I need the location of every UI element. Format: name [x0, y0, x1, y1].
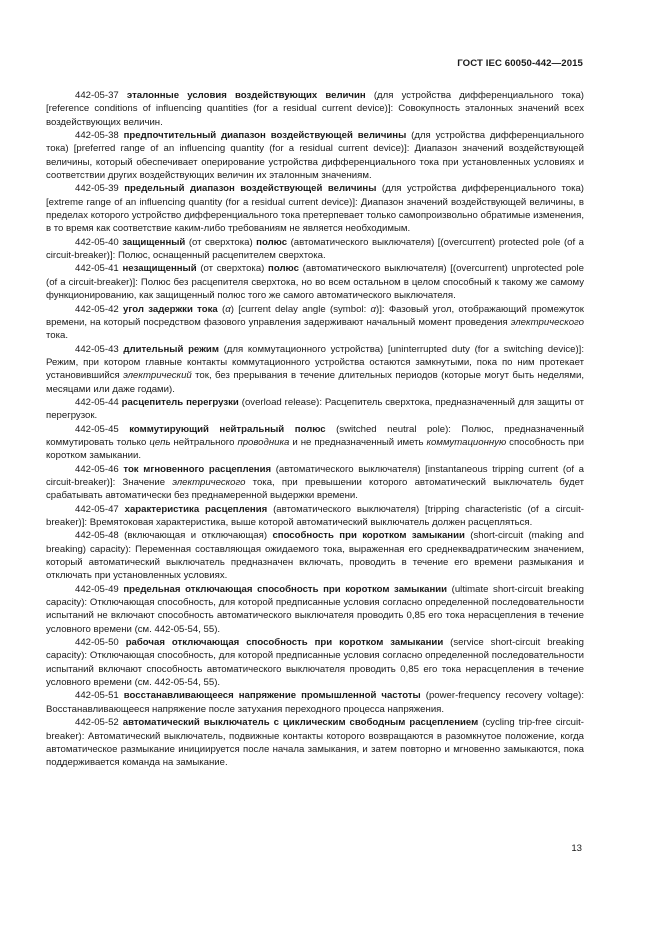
term-text: )]: Фазовый угол, отображающий промежуток времени, на который посредством фазового управления задерживают начальный момент проведения	[46, 303, 584, 328]
term-number: 442-05-50	[75, 637, 126, 649]
term-text: (включающая и отключающая)	[124, 530, 273, 542]
term-text: (автоматического выключателя) [tripping characteristic (of a circuit-breaker)]: Времятоковая характеристика, выше которой автоматический выключатель должен расцепляться.	[46, 503, 585, 528]
term-name: коммутирующий нейтральный полюс	[129, 423, 326, 435]
term-name: способность при коротком замыкании	[272, 530, 465, 542]
term-entry	[46, 529, 584, 582]
term-text: (для устройства дифференциального тока) [extreme range of an influencing quantity (for a residual current device)]: Диапазон значений воздействующей величины, в пределах которого устройство дифференциального тока претерпевает только самопроизвольно обратимые изменения, в то время как соответствие каким-либо требованиям не является необходимым.	[46, 183, 585, 235]
term-name: восстанавливающееся напряжение промышленной частоты	[123, 690, 421, 702]
term-name: характеристика расцепления	[124, 503, 268, 515]
term-number: 442-05-42	[75, 303, 124, 315]
term-number: 442-05-43	[75, 343, 124, 355]
page-number: 13	[571, 843, 582, 854]
term-name: рабочая отключающая способность при коротком замыкании	[125, 637, 444, 649]
term-number: 442-05-47	[75, 503, 125, 515]
term-entry	[46, 236, 584, 263]
term-number: 442-05-45	[75, 423, 130, 435]
term-reference: электрический	[123, 370, 192, 382]
term-text: (автоматического выключателя) [instantaneous tripping current (of a circuit-breaker)]: Значение	[46, 463, 584, 488]
term-reference: коммутационную	[426, 436, 507, 448]
term-number: 442-05-51	[75, 690, 124, 702]
term-text: (ultimate short-circuit breaking capacity): Отключающая способность, для которой предписанные условия согласно определенной последовательности испытаний не включают способность автоматического выключателя проводить 0,85 его тока нерасцепления в течение условного времени (см. 442-05-54, 55).	[46, 583, 584, 635]
term-entry	[46, 503, 584, 530]
term-entry	[46, 182, 584, 235]
term-text: (	[217, 303, 226, 315]
term-reference: электрического	[510, 316, 584, 328]
term-text: ) [current delay angle (symbol:	[230, 303, 371, 315]
term-reference: α	[370, 303, 377, 315]
term-entry	[46, 583, 584, 636]
term-name: предельный диапазон воздействующей величины	[124, 183, 377, 195]
term-text: (service short-circuit breaking capacity): Отключающая способность, для которой предписанные условия согласно определенной последовательности испытаний включают способность автоматического выключателя проводить 0,85 его тока нерасцепления в течение условного времени (см. 442-05-54, 55).	[46, 637, 584, 689]
term-name: автоматический выключатель с циклическим свободным расцеплением	[122, 717, 479, 729]
term-text: (для устройства дифференциального тока) [reference conditions of influencing quantities (for a residual current device)]: Совокупность эталонных значений всех воздействующих величин.	[46, 90, 585, 128]
term-reference: электрического	[172, 476, 246, 488]
term-text: (от сверхтока)	[185, 236, 257, 248]
term-number: 442-05-39	[75, 183, 125, 195]
term-entry	[46, 463, 584, 503]
term-entry	[46, 262, 584, 302]
term-reference: проводника	[237, 436, 290, 448]
term-entry	[46, 636, 584, 689]
term-number: 442-05-48	[75, 530, 125, 542]
term-text: ток, без прерывания в течение длительных периодов (которые могут быть неделями, месяцами или даже годами).	[46, 370, 584, 395]
term-number: 442-05-40	[75, 236, 123, 248]
term-text: (для устройства дифференциального тока) [preferred range of an influencing quantity (for a residual current device)]: Диапазон значений воздействующей величины, который обеспечивает оперирование устройства дифференциального тока при установленных условиях и соответствии других воздействующих величин их эталонным значениям.	[46, 130, 585, 182]
term-name: угол задержки тока	[123, 303, 218, 315]
term-entry	[46, 303, 584, 343]
term-number: 442-05-44	[75, 396, 122, 408]
term-number: 442-05-37	[75, 90, 127, 101]
term-reference: цепь	[149, 436, 171, 448]
document-body	[46, 89, 584, 770]
term-text: (автоматического выключателя) [(overcurrent) unprotected pole (of a circuit-breaker)]: Полюс без расцепителя сверхтока, но во всем остальном в целом способный к такому же самому функционированию, как защищенный полюс того же самого автоматического выключателя.	[46, 263, 585, 302]
term-text: (short-circuit (making and breaking) capacity): Переменная составляющая ожидаемого тока, выраженная его среднеквадратическим значением, который автоматический выключатель предназначен включать, проводить в течение его времени размыкания и отключать при установленных условиях.	[46, 530, 584, 582]
term-number: 442-05-52	[75, 717, 123, 729]
term-entry	[46, 129, 584, 182]
term-name: полюс	[268, 263, 299, 275]
term-text: (switched neutral pole): Полюс, предназначенный коммутировать только	[46, 423, 584, 448]
term-name: предпочтительный диапазон воздействующей величины	[123, 130, 407, 142]
term-entry	[46, 343, 584, 396]
term-name: незащищенный	[122, 263, 197, 275]
term-number: 442-05-38	[75, 130, 124, 142]
term-name: защищенный	[122, 236, 186, 248]
term-entry	[46, 423, 584, 463]
term-text: (автоматического выключателя) [(overcurrent) protected pole (of a circuit-breaker)]: Полюс, оснащенный расцепителем сверхтока.	[46, 236, 585, 262]
term-text: (для коммутационного устройства) [uninterrupted duty (for a switching device)]: Режим, при котором главные контакты коммутационного устройства остаются замкнутыми, пока по ним протекает установившийся	[46, 343, 584, 382]
term-number: 442-05-41	[75, 263, 123, 275]
term-text: (power-frequency recovery voltage): Восстанавливающееся напряжение после затухания переходного процесса напряжения.	[46, 690, 585, 715]
term-number: 442-05-46	[75, 463, 124, 475]
term-reference: α	[225, 303, 231, 315]
standard-header: ГОСТ IEC 60050-442—2015	[457, 58, 583, 69]
term-entry	[46, 89, 584, 129]
term-text: и не предназначенный иметь	[289, 436, 427, 448]
term-entry	[46, 716, 584, 769]
term-text: (overload release): Расцепитель сверхтока, предназначенный для защиты от перегрузок.	[46, 396, 585, 422]
term-number: 442-05-49	[75, 583, 124, 595]
term-name: предельная отключающая способность при коротком замыкании	[123, 583, 448, 595]
term-name: эталонные условия воздействующих величин	[126, 90, 366, 101]
term-name: длительный режим	[123, 343, 219, 355]
term-text: способность при коротком замыкании.	[46, 436, 584, 462]
term-entry	[46, 689, 584, 716]
term-text: (cycling trip-free circuit-breaker): Автоматический выключатель, подвижные контакты которого возвращаются в разомкнутое положение, когда автоматическое размыкание инициируется после начала замыкания, и затем повторно и мгновенно замыкаются, пока поддерживается команда на замыкание.	[46, 717, 584, 769]
term-text: тока, при превышении которого автоматический выключатель будет срабатывать автоматически без преднамеренной выдержки времени.	[46, 476, 584, 502]
term-text: тока.	[46, 330, 69, 342]
term-name: ток мгновенного расцепления	[123, 463, 272, 475]
term-text: (от сверхтока)	[196, 263, 269, 275]
term-entry	[46, 396, 584, 423]
term-text: нейтрального	[170, 436, 238, 448]
term-name: расцепитель перегрузки	[121, 396, 239, 408]
term-name: полюс	[256, 236, 288, 248]
